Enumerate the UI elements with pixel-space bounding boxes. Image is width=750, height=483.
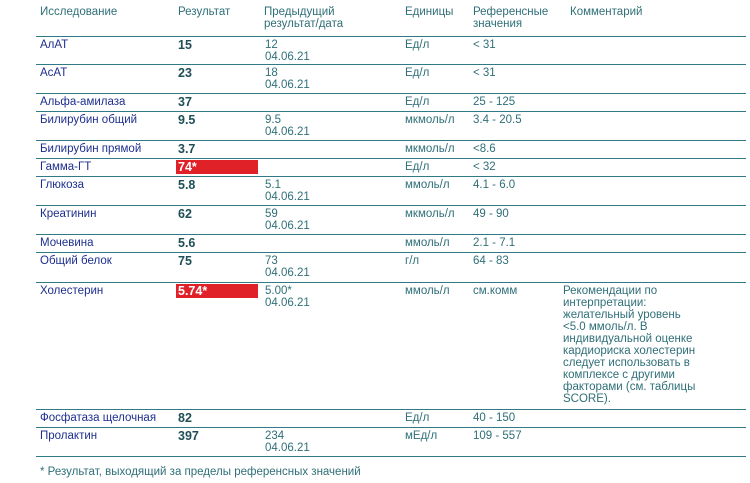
test-name: Холестерин (40, 285, 104, 297)
reference-range: 64 - 83 (473, 255, 509, 267)
row-separator (36, 234, 746, 235)
row-separator (36, 111, 746, 112)
previous-result: 73 04.06.21 (265, 255, 310, 279)
col-previous-header: Предыдущий результат/дата (264, 6, 344, 30)
result-value: 75 (178, 254, 192, 268)
row-separator (36, 282, 746, 283)
test-name: Фосфатаза щелочная (40, 412, 157, 424)
previous-result: 5.1 04.06.21 (265, 179, 310, 203)
result-value: 5.8 (178, 178, 196, 192)
previous-result: 5.00* 04.06.21 (265, 285, 310, 309)
units: Ед/л (405, 96, 430, 108)
col-reference-header: Референсные значения (473, 6, 549, 30)
test-name: Пролактин (40, 430, 98, 442)
result-value: 15 (178, 38, 192, 52)
reference-range: <8.6 (473, 143, 496, 155)
previous-result: 234 04.06.21 (265, 430, 310, 454)
reference-range: см.комм (473, 285, 518, 297)
test-name: Креатинин (40, 208, 97, 220)
reference-range: 2.1 - 7.1 (473, 237, 516, 249)
test-name: АлАТ (40, 39, 69, 51)
col-comment-header: Комментарий (570, 6, 643, 18)
footnote: * Результат, выходящий за пределы референсных значений (40, 466, 361, 478)
flagged-result: 5.74* (176, 284, 258, 298)
result-value: 9.5 (178, 113, 196, 127)
previous-result: 12 04.06.21 (265, 39, 310, 63)
units: ммоль/л (405, 237, 450, 249)
row-separator (36, 176, 746, 177)
reference-range: < 31 (473, 39, 496, 51)
comment-text: Рекомендации по интерпретации: желательный уровень <5.0 ммоль/л. В индивидуальной оценке кардиориска холестерин следует использовать в комплексе с другими факторами (см. таблицы SCORE). (563, 285, 696, 405)
result-value: 23 (178, 66, 192, 80)
units: г/л (405, 255, 420, 267)
test-name: Общий белок (40, 255, 112, 267)
reference-range: 40 - 150 (473, 412, 516, 424)
result-value: 3.7 (178, 142, 196, 156)
test-name: Мочевина (40, 237, 94, 249)
col-units-header: Единицы (405, 6, 454, 18)
row-separator (36, 93, 746, 94)
units: Ед/л (405, 161, 430, 173)
units: мкмоль/л (405, 143, 455, 155)
table-bottom-rule (36, 456, 746, 457)
col-test-header: Исследование (40, 6, 118, 18)
row-separator (36, 205, 746, 206)
result-value: 62 (178, 207, 192, 221)
row-separator (36, 140, 746, 141)
row-separator (36, 64, 746, 65)
reference-range: 3.4 - 20.5 (473, 114, 522, 126)
units: Ед/л (405, 412, 430, 424)
units: ммоль/л (405, 179, 450, 191)
units: Ед/л (405, 39, 430, 51)
previous-result: 18 04.06.21 (265, 67, 310, 91)
units: мкмоль/л (405, 208, 455, 220)
col-result-header: Результат (178, 6, 231, 18)
units: мЕд/л (405, 430, 438, 442)
test-name: АсАТ (40, 67, 68, 79)
row-separator (36, 36, 746, 37)
reference-range: 4.1 - 6.0 (473, 179, 516, 191)
test-name: Альфа-амилаза (40, 96, 126, 108)
result-value: 82 (178, 411, 192, 425)
units: Ед/л (405, 67, 430, 79)
result-value: 5.6 (178, 236, 196, 250)
reference-range: 49 - 90 (473, 208, 509, 220)
test-name: Билирубин общий (40, 114, 138, 126)
units: мкмоль/л (405, 114, 455, 126)
row-separator (36, 409, 746, 410)
previous-result: 59 04.06.21 (265, 208, 310, 232)
previous-result: 9.5 04.06.21 (265, 114, 310, 138)
reference-range: 25 - 125 (473, 96, 516, 108)
test-name: Билирубин прямой (40, 143, 142, 155)
flagged-result: 74* (176, 160, 258, 174)
units: ммоль/л (405, 285, 450, 297)
result-value: 397 (178, 429, 199, 443)
test-name: Гамма-ГТ (40, 161, 92, 173)
reference-range: < 31 (473, 67, 496, 79)
row-separator (36, 252, 746, 253)
row-separator (36, 158, 746, 159)
reference-range: < 32 (473, 161, 496, 173)
result-value: 37 (178, 95, 192, 109)
test-name: Глюкоза (40, 179, 85, 191)
row-separator (36, 427, 746, 428)
reference-range: 109 - 557 (473, 430, 522, 442)
